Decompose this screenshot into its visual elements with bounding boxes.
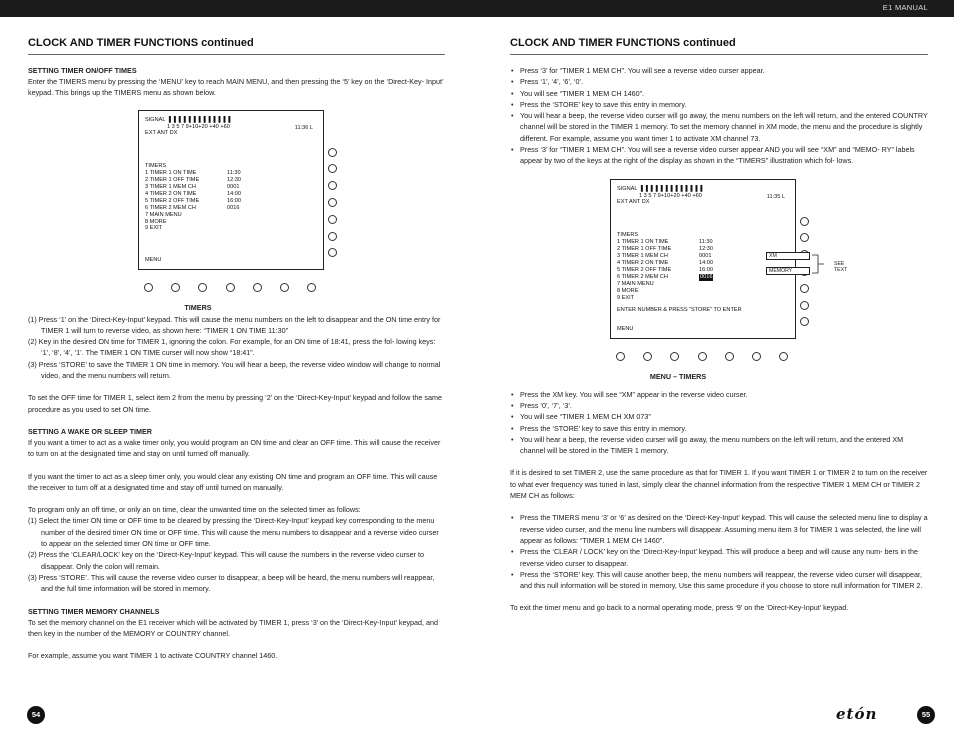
menu-row-label: 3 TIMER 1 MEM CH [145, 184, 196, 191]
intro-paragraph: Enter the TIMERS menu by pressing the ‘MENU’ key to reach MAIN MENU, and then pressing the ‘5’ key on the ‘Direct-Key- Input’ keypad. This brings up the TIMERS menu as shown below. [28, 77, 444, 98]
bottom-key-button[interactable] [198, 283, 207, 292]
off-time-paragraph: To set the OFF time for TIMER 1, select item 2 from the menu by pressing ‘2’ on the ‘Direct-Key-Input’ keypad and follow the same procedure as you used to set ON time. [28, 393, 442, 414]
clock-readout: 11:35 L [766, 193, 785, 200]
bullets-clear-channel [510, 512, 928, 591]
bullets-mem-ch [510, 65, 928, 167]
menu-row-value: 0001 [699, 253, 712, 260]
menu-row-value: 14:00 [699, 260, 713, 267]
menu-row [145, 191, 317, 198]
side-key-button[interactable] [328, 232, 337, 241]
menu-row-label: 5 TIMER 2 OFF TIME [617, 266, 672, 273]
sleep-paragraph: If you want the timer to act as a sleep timer only, you would clear any existing ON time and program an OFF time. This will cause the receiver to turn off at a designated time and stay off until turned on manually. [28, 471, 438, 492]
menu-row-value: 12:30 [699, 246, 713, 253]
menu-row-value: 0016 [227, 204, 240, 211]
signal-row: SIGNAL ▌▌▌▌▌▌▌▌▌▌▌▌▌ [145, 116, 234, 123]
bottom-key-button[interactable] [698, 352, 707, 361]
bottom-key-button[interactable] [307, 283, 316, 292]
menu-row-label: 2 TIMER 1 OFF TIME [617, 246, 672, 253]
side-key-button[interactable] [800, 233, 809, 242]
menu-row-label: 4 TIMER 2 ON TIME [617, 260, 669, 267]
timers-menu-list [617, 232, 789, 301]
menu-row-label: 3 TIMER 1 MEM CH [617, 253, 668, 260]
menu-footer-label: MENU [145, 256, 162, 263]
menu-row [145, 177, 317, 184]
bullet-item: • Press the TIMERS menu ‘3’ or ‘6’ as desired on the ‘Direct-Key-Input’ keypad. This will cause the selected menu line to display a reverse video curser, and the menu line numbers will disappear. Assuming menu item 3 for TIMER 1 was selected, the line will appear as follows: “TIMER 1 MEM CH 1460”. [510, 512, 928, 546]
bullets-xm [510, 389, 928, 457]
step-item: (3) Press ‘STORE’. This will cause the reverse video curser to disappear, a beep will be heard, the menu numbers will reappear, and the full time information will be stored in memory. [28, 572, 435, 594]
menu-row-label: 2 TIMER 1 OFF TIME [145, 177, 200, 184]
menu-row [145, 198, 317, 205]
menu-row [145, 170, 317, 177]
bullet-item: • You will hear a beep, the reverse video curser will go away, the menu numbers on the left will return, and the entered XM channel will be stored in the TIMER 1 memory. [510, 434, 928, 457]
signal-bars-icon: ▌▌▌▌▌▌▌▌▌▌▌▌▌ [168, 116, 234, 123]
figure-caption: MENU – TIMERS [649, 371, 707, 381]
memory-label-box: MEMORY [766, 267, 810, 276]
clock-readout: 11:36 L [294, 124, 313, 131]
steps-clear-time [28, 515, 445, 594]
bottom-key-button[interactable] [226, 283, 235, 292]
menu-timers-figure [580, 179, 848, 381]
bottom-key-button[interactable] [670, 352, 679, 361]
bullet-item: • You will see “TIMER 1 MEM CH 1460”. [510, 88, 928, 99]
xm-label-box: XM [766, 252, 810, 261]
timers-menu-list [145, 163, 317, 232]
menu-row-label: 9 EXIT [145, 225, 163, 232]
menu-row [617, 281, 789, 288]
step-item: (1) Press ‘1’ on the ‘Direct-Key-Input’ keypad. This will cause the menu numbers on the left to disappear and the ON time entry for TIMER 1 will turn to reverse video, as shown here: “TIMER 1 ON TIME 11:30” [28, 314, 441, 335]
menu-row [145, 219, 317, 226]
signal-row: SIGNAL ▌▌▌▌▌▌▌▌▌▌▌▌▌ [617, 185, 706, 192]
menu-row [617, 246, 789, 253]
menu-row-label: 1 TIMER 1 ON TIME [617, 239, 669, 246]
bottom-key-button[interactable] [171, 283, 180, 292]
menu-row [617, 274, 789, 281]
menu-row [617, 253, 789, 260]
wake-paragraph: If you want a timer to act as a wake timer only, you would program an ON time and clear an OFF time. This will cause the receiver to turn on at the designated time and stay on until turned off manually. [28, 437, 441, 459]
menu-row-value: 0001 [227, 184, 240, 191]
menu-row-label: 1 TIMER 1 ON TIME [145, 170, 197, 177]
menu-row-label: 5 TIMER 2 OFF TIME [145, 197, 200, 204]
right-page [510, 37, 928, 614]
bullet-item: • You will hear a beep, the reverse video curser will go away, the menu numbers on the left will return, and the entered COUNTRY channel will be stored in the TIMER 1 memory. To set the memory channel in XM mode, the menu and the procedure is slightly different. For example, assume you want timer 1 to activate XM channel 73. [510, 110, 928, 144]
bullet-item: • Press ‘3’ for “TIMER 1 MEM CH”. You will see a reverse video curser appear. [510, 65, 928, 76]
side-key-button[interactable] [328, 181, 337, 190]
menu-row [145, 184, 317, 191]
display-screen [138, 110, 324, 270]
menu-row [617, 260, 789, 267]
menu-row-label: 7 MAIN MENU [617, 280, 654, 287]
menu-row-value: 16:00 [699, 266, 713, 273]
step-item: (2) Press the ‘CLEAR/LOCK’ key on the ‘Direct-Key-Input’ keypad. This will cause the numbers in the reverse video curser to disappear. Only the colon will remain. [28, 550, 425, 571]
clear-intro-paragraph: To program only an off time, or only an on time, clear the unwanted time on the selected timer as follows: [28, 505, 361, 515]
left-section-title: CLOCK AND TIMER FUNCTIONS continued [28, 37, 445, 55]
page-number-right: 55 [917, 706, 935, 724]
side-key-button[interactable] [328, 198, 337, 207]
bullet-item: • You will see “TIMER 1 MEM CH XM 073” [510, 411, 928, 422]
side-key-button[interactable] [328, 248, 337, 257]
antenna-mode: EXT ANT DX [617, 199, 650, 206]
menu-row [145, 205, 317, 212]
enter-instruction: ENTER NUMBER & PRESS “STORE” TO ENTER [617, 307, 742, 314]
menu-row [617, 267, 789, 274]
menu-title: TIMERS [145, 163, 167, 170]
memory-paragraph: To set the memory channel on the E1 receiver which will be activated by TIMER 1, press ‘3’ on the ‘Direct-Key-Input’ keypad, and then key in the number of the MEMORY or COUNTRY channel. [28, 617, 439, 638]
bullet-item: • Press the ‘STORE’ key to save this entry in memory. [510, 423, 928, 434]
bullet-item: • Press ‘1’, ‘4’, ‘6’, ‘0’. [510, 76, 928, 87]
menu-row-value: 11:30 [699, 239, 713, 246]
bottom-key-button[interactable] [144, 283, 153, 292]
side-key-button[interactable] [800, 284, 809, 293]
heading-setting-timer-on-off: SETTING TIMER ON/OFF TIMES [28, 66, 137, 75]
bullet-item: • Press ‘0’, ‘7’, ‘3’. [510, 400, 928, 411]
bullet-item: • Press the ‘STORE’ key to save this entry in memory. [510, 99, 928, 110]
heading-memory-channels: SETTING TIMER MEMORY CHANNELS [28, 606, 160, 616]
step-item: (1) Select the timer ON time or OFF time to be cleared by pressing the ‘Direct-Key-Input’ keypad key corresponding to the menu number of the desired timer ON time or OFF time. This will cause the menu numbers to disappear and a reverse video curser to appear on the selected timer ON time or OFF time. [28, 516, 439, 549]
exit-paragraph: To exit the timer menu and go back to a normal operating mode, press ‘9’ on the ‘Direct-Key-Input’ keypad. [510, 603, 849, 613]
steps-on-time [28, 314, 445, 382]
bullet-item: • Press ‘3’ for “TIMER 1 MEM CH”. You will see a reverse video curser appear AND you will see “XM” and “MEMO- RY” labels appear by two of the keys at the right of the display as shown in the “TIMERS” illustration which fol- lows. [510, 144, 928, 167]
menu-row-label: 4 TIMER 2 ON TIME [145, 190, 197, 197]
see-text-bracket-icon [812, 253, 828, 275]
side-key-button[interactable] [800, 217, 809, 226]
menu-row-label: 6 TIMER 2 MEM CH [145, 204, 196, 211]
menu-row-label: 9 EXIT [617, 294, 635, 301]
right-section-title: CLOCK AND TIMER FUNCTIONS continued [510, 37, 928, 55]
bottom-key-button[interactable] [779, 352, 788, 361]
side-key-button[interactable] [328, 215, 337, 224]
eton-logo: etón [836, 705, 878, 723]
menu-row [145, 212, 317, 219]
menu-row-value: 11:30 [227, 170, 241, 177]
bottom-key-button[interactable] [253, 283, 262, 292]
bullet-item: • Press the ‘STORE’ key. This will cause another beep, the menu numbers will reappear, the reverse video curser will disappear, and this null information will be stored in memory, Use this same procedure if you choose to store null information for TIMER 2. [510, 569, 928, 592]
manual-label: E1 MANUAL [882, 3, 928, 12]
side-key-button[interactable] [328, 164, 337, 173]
bottom-key-button[interactable] [280, 283, 289, 292]
menu-row [617, 288, 789, 295]
signal-bars-icon: ▌▌▌▌▌▌▌▌▌▌▌▌▌ [640, 185, 706, 192]
menu-row-value: 14:00 [227, 190, 241, 197]
menu-row-value: 16:00 [227, 197, 241, 204]
see-text-label: SEE TEXT [834, 260, 848, 273]
bottom-key-button[interactable] [616, 352, 625, 361]
side-key-button[interactable] [800, 317, 809, 326]
timers-menu-figure [108, 110, 328, 312]
heading-wake-sleep: SETTING A WAKE OR SLEEP TIMER [28, 426, 152, 436]
bullet-item: • Press the ‘CLEAR / LOCK’ key on the ‘Direct-Key-Input’ keypad. This will produce a beep and will cause any num- bers in the reverse video curser to disappear. [510, 546, 928, 569]
menu-row-label: 8 MORE [145, 218, 167, 225]
side-key-button[interactable] [328, 148, 337, 157]
bottom-key-button[interactable] [725, 352, 734, 361]
page-number-left: 54 [27, 706, 45, 724]
menu-row-label: 8 MORE [617, 287, 639, 294]
menu-row [617, 295, 789, 302]
menu-footer-label: MENU [617, 325, 634, 332]
figure-caption: TIMERS [184, 302, 212, 312]
side-key-button[interactable] [800, 301, 809, 310]
menu-row [145, 225, 317, 232]
step-item: (2) Key in the desired ON time for TIMER 1, ignoring the colon. For example, for an ON time of 18:41, press the fol- lowing keys: ‘1’, ‘8’, ‘4’, ‘1’. The TIMER 1 ON TIME curser will now show “18:41”. [28, 337, 436, 358]
bullet-item: • Press the XM key. You will see “XM” appear in the reverse video curser. [510, 389, 928, 400]
example-paragraph: For example, assume you want TIMER 1 to activate COUNTRY channel 1460. [28, 651, 278, 661]
antenna-mode: EXT ANT DX [145, 130, 178, 137]
bottom-key-button[interactable] [752, 352, 761, 361]
signal-scale: 1 3 5 7 9+10+20 +40 +60 [639, 192, 702, 199]
menu-row-value: 12:30 [227, 177, 241, 184]
step-item: (3) Press ‘STORE’ to save the TIMER 1 ON time in memory. You will hear a beep, the reverse video window will change to normal video, and the menu numbers will return. [28, 359, 441, 381]
menu-row-label: 6 TIMER 2 MEM CH [617, 273, 668, 280]
top-bar [0, 0, 954, 17]
menu-row-label: 7 MAIN MENU [145, 211, 182, 218]
timer2-paragraph: If it is desired to set TIMER 2, use the same procedure as that for TIMER 1. If you want TIMER 1 or TIMER 2 to turn on the receiver to what ever frequency was tuned in last, simply clear the channel information from the respective TIMER 1 MEM CH or TIMER 2 MEM CH as follows: [510, 468, 928, 501]
bottom-key-button[interactable] [643, 352, 652, 361]
left-page [28, 37, 445, 661]
menu-row-value: 0016 [700, 273, 713, 280]
signal-scale: 1 3 5 7 9+10+20 +40 +60 [167, 123, 230, 130]
menu-title: TIMERS [617, 232, 639, 239]
menu-row [617, 239, 789, 246]
